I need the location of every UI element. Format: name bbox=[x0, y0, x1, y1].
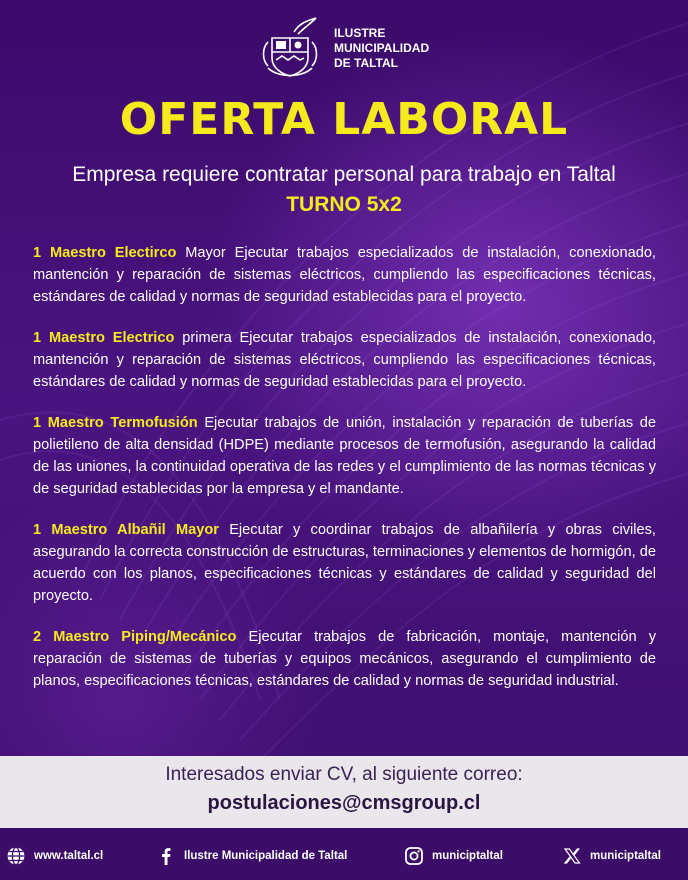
job-title: 2 Maestro Piping/Mecánico bbox=[33, 629, 237, 645]
instagram-label: municiptaltal bbox=[432, 850, 503, 862]
contact-band bbox=[0, 756, 688, 828]
contact-instructions: Interesados enviar CV, al siguiente correo: bbox=[165, 764, 523, 785]
job-list bbox=[33, 242, 656, 711]
instagram-icon bbox=[404, 846, 424, 866]
poster-title: OFERTA LABORAL bbox=[119, 94, 569, 145]
job-description: Mayor Ejecutar trabajos especializados de instalación, conexionado, mantención y reparación de sistemas eléctricos, cumpliendo las especificaciones técnicas, estándares de calidad y normas de seguridad establecidas para el proyecto. bbox=[33, 245, 656, 305]
job-title: 1 Maestro Electrico bbox=[33, 330, 175, 346]
shift-label: TURNO 5x2 bbox=[286, 193, 402, 216]
job-title: 1 Maestro Termofusión bbox=[33, 415, 198, 431]
poster-subtitle: Empresa requiere contratar personal para trabajo en Taltal bbox=[72, 163, 616, 186]
footer-website[interactable] bbox=[6, 846, 103, 866]
social-footer bbox=[0, 828, 688, 880]
contact-email-link[interactable]: postulaciones@cmsgroup.cl bbox=[207, 792, 481, 814]
org-line-2: MUNICIPALIDAD bbox=[334, 40, 430, 55]
job-item bbox=[33, 327, 656, 393]
job-item bbox=[33, 242, 656, 308]
job-description: Ejecutar y coordinar trabajos de albañilería y obras civiles, asegurando la correcta construcción de estructuras, terminaciones y elementos de hormigón, de acuerdo con los planos, especificaciones técnicas y estándares de calidad y seguridad del proyecto. bbox=[33, 522, 656, 604]
facebook-label: Ilustre Municipalidad de Taltal bbox=[184, 850, 348, 862]
facebook-icon bbox=[156, 846, 176, 866]
x-logo-icon bbox=[562, 846, 582, 866]
municipality-name bbox=[334, 26, 429, 71]
municipal-crest-icon bbox=[254, 12, 326, 84]
org-line-3: DE TALTAL bbox=[334, 55, 398, 70]
job-title: 1 Maestro Electirco bbox=[33, 245, 177, 261]
municipality-header bbox=[254, 12, 454, 84]
job-item bbox=[33, 626, 656, 692]
footer-facebook[interactable] bbox=[156, 846, 347, 866]
footer-x[interactable] bbox=[562, 846, 661, 866]
job-item bbox=[33, 519, 656, 607]
job-item bbox=[33, 412, 656, 500]
globe-icon bbox=[6, 846, 26, 866]
website-label: www.taltal.cl bbox=[34, 850, 104, 862]
job-description: primera Ejecutar trabajos especializados de instalación, conexionado, mantención y reparación de sistemas eléctricos, cumpliendo las especificaciones técnicas, estándares de calidad y normas de seguridad establecidas para el proyecto. bbox=[33, 330, 656, 390]
job-description: Ejecutar trabajos de unión, instalación y reparación de tuberías de polietileno de alta densidad (HDPE) mediante procesos de termofusión, asegurando la calidad de las uniones, la continuidad operativa de las redes y el cumplimiento de las normas técnicas y de seguridad establecidas por la empresa y el mandante. bbox=[33, 415, 657, 497]
job-title: 1 Maestro Albañil Mayor bbox=[33, 522, 219, 538]
job-description: Ejecutar trabajos de fabricación, montaje, mantención y reparación de sistemas de tuberías y equipos mecánicos, asegurando el cumplimiento de planos, especificaciones técnicas, estándares de calidad y normas de seguridad industrial. bbox=[33, 629, 656, 689]
x-label: municiptaltal bbox=[590, 850, 661, 862]
footer-instagram[interactable] bbox=[404, 846, 503, 866]
org-line-1: ILUSTRE bbox=[334, 25, 386, 40]
